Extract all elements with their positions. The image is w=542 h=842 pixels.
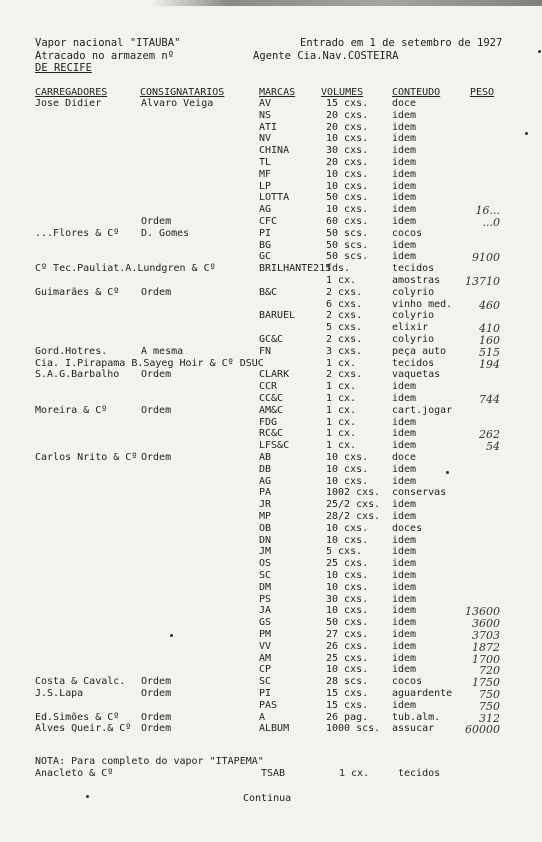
row-content: idem (392, 157, 417, 168)
table-row (0, 157, 542, 169)
row-volume: 15 cxs. (326, 688, 369, 699)
table-row (0, 700, 542, 712)
table-row (0, 263, 542, 275)
row-mark: LP (259, 180, 272, 192)
row-weight: 54 (486, 440, 500, 454)
table-row (0, 358, 542, 370)
row-content: amostras (392, 275, 441, 286)
row-mark: OB (259, 522, 272, 534)
row-mark: ALBUM (259, 723, 290, 735)
row-volume: 10 cxs. (326, 534, 369, 546)
table-row (0, 133, 542, 145)
row-consignee: A mesma (141, 345, 184, 357)
row-volume: 50 cxs. (326, 192, 369, 204)
row-mark: NS (259, 109, 272, 121)
row-content: idem (392, 204, 417, 216)
row-content: idem (392, 652, 417, 664)
row-mark: BRILHANTE215 (259, 263, 332, 275)
row-volume: 10 cxs. (326, 522, 369, 534)
row-mark: SC (259, 676, 272, 688)
table-row (0, 240, 542, 252)
row-shipper: Cº Tec.Pauliat.A.Lundgren & Cº (35, 263, 216, 275)
table-row (0, 582, 542, 594)
row-weight: 750 (479, 688, 500, 701)
row-content: idem (392, 475, 417, 487)
table-row (0, 122, 542, 134)
row-mark: CHINA (259, 145, 290, 157)
row-mark: LOTTA (259, 192, 290, 204)
row-content: cocos (392, 676, 423, 688)
scan-speck (170, 634, 173, 637)
table-row (0, 287, 542, 299)
row-content: peça auto (392, 345, 447, 357)
row-volume: 10 cxs. (326, 180, 369, 192)
col-header-marcas: MARCAS (259, 87, 296, 98)
row-consignee: Ordem (141, 369, 172, 381)
row-mark: BG (259, 239, 272, 251)
row-volume: 15 cxs. (326, 699, 369, 711)
row-content: aguardente (392, 688, 453, 699)
row-content: idem (392, 192, 417, 204)
row-shipper: Costa & Cavalc. (35, 676, 126, 688)
row-weight: 1872 (472, 640, 500, 654)
row-volume: fds. (326, 263, 351, 275)
table-row (0, 676, 542, 688)
row-content: idem (392, 629, 417, 640)
row-volume: 1 cx. (326, 381, 357, 393)
row-mark: JR (259, 499, 272, 511)
row-content: idem (392, 558, 417, 570)
row-volume: 26 pag. (326, 711, 369, 723)
row-volume: 50 cxs. (326, 617, 369, 629)
row-weight: 750 (479, 699, 500, 713)
row-consignee: Ordem (141, 676, 172, 688)
row-volume: 25/2 cxs. (326, 499, 381, 511)
arrival-date: Entrado em 1 de setembro de 1927 (300, 37, 503, 49)
row-weight: 194 (479, 357, 500, 371)
table-row (0, 558, 542, 570)
row-content: idem (392, 440, 417, 452)
row-content: idem (392, 664, 417, 676)
row-volume: 10 cxs. (326, 475, 369, 487)
table-row (0, 310, 542, 322)
row-content: idem (392, 121, 417, 133)
row-volume: 1 cx. (326, 393, 357, 404)
row-volume: 5 cxs. (326, 322, 363, 334)
row-shipper: Guimarães & Cº (35, 286, 120, 298)
scan-speck (86, 795, 89, 798)
row-mark: AV (259, 98, 272, 109)
row-content: idem (392, 640, 417, 652)
row-volume: 2 cxs. (326, 286, 363, 298)
table-row (0, 145, 542, 157)
col-header-volumes: VOLUMES (321, 87, 364, 98)
row-volume: 20 cxs. (326, 157, 369, 168)
table-row (0, 417, 542, 429)
row-volume: 1 cx. (326, 428, 357, 440)
row-mark: MF (259, 168, 272, 180)
row-mark: PS (259, 593, 272, 605)
row-content: conservas (392, 487, 447, 499)
row-content: colyrio (392, 334, 435, 345)
row-mark: A (259, 711, 266, 723)
row-shipper: ...Flores & Cº (35, 227, 120, 239)
row-mark: ATI (259, 121, 278, 133)
table-row (0, 381, 542, 393)
row-content: idem (392, 416, 417, 428)
row-consignee: Ordem (141, 452, 172, 463)
row-weight: 1700 (472, 652, 500, 666)
row-volume: 26 cxs. (326, 640, 369, 652)
table-row (0, 476, 542, 488)
row-volume: 25 cxs. (326, 652, 369, 664)
row-mark: GS (259, 617, 272, 629)
row-content: idem (392, 216, 417, 227)
row-mark: RC&C (259, 428, 284, 440)
ship-name: Vapor nacional "ITAUBA" (35, 37, 181, 49)
row-volume: 10 cxs. (326, 581, 369, 593)
row-content: idem (392, 133, 417, 145)
row-content: idem (392, 463, 417, 475)
row-volume: 25 cxs. (326, 558, 369, 570)
row-volume: 50 scs. (326, 239, 369, 251)
row-mark: TL (259, 157, 272, 168)
table-row (0, 464, 542, 476)
table-row (0, 641, 542, 653)
row-mark: B&C (259, 286, 278, 298)
row-weight: 60000 (465, 723, 500, 737)
table-row (0, 334, 542, 346)
row-mark: PI (259, 227, 272, 239)
row-volume: 28 scs. (326, 676, 369, 688)
table-row (0, 511, 542, 523)
row-volume: 3 cxs. (326, 345, 363, 357)
row-mark: AG (259, 475, 272, 487)
row-mark: CP (259, 664, 272, 676)
row-shipper: Ed.Simões & Cº (35, 711, 120, 723)
row-content: vinho med. (392, 298, 453, 310)
row-content: idem (392, 593, 417, 605)
row-consignee: Ordem (141, 711, 172, 723)
row-mark: JM (259, 546, 272, 558)
row-shipper: J.S.Lapa (35, 688, 84, 699)
row-volume: 2 cxs. (326, 334, 363, 345)
row-volume: 1 cx. (326, 275, 357, 286)
table-row (0, 629, 542, 641)
row-shipper: Moreira & Cº (35, 404, 108, 416)
row-content: idem (392, 381, 417, 393)
row-mark: BARUEL (259, 310, 296, 322)
table-row (0, 98, 542, 110)
row-volume: 10 cxs. (326, 463, 369, 475)
table-row (0, 204, 542, 216)
table-row (0, 440, 542, 452)
row-mark: CFC (259, 216, 278, 227)
row-volume: 20 cxs. (326, 121, 369, 133)
row-mark: PI (259, 688, 272, 699)
row-content: assucar (392, 723, 435, 735)
row-mark: NV (259, 133, 272, 145)
row-volume: 10 cxs. (326, 664, 369, 676)
row-shipper: Gord.Hotres. (35, 345, 108, 357)
row-volume: 30 cxs. (326, 593, 369, 605)
row-mark: JA (259, 605, 272, 617)
row-weight: 744 (479, 393, 500, 406)
row-consignee: Ordem (141, 286, 172, 298)
row-content: idem (392, 699, 417, 711)
row-weight: 13710 (465, 275, 500, 288)
row-mark: FN (259, 345, 272, 357)
row-volume: 1000 scs. (326, 723, 381, 735)
table-row (0, 251, 542, 263)
row-mark: AG (259, 204, 272, 216)
row-content: idem (392, 109, 417, 121)
row-weight: 460 (479, 298, 500, 312)
row-content: idem (392, 251, 417, 263)
table-row (0, 617, 542, 629)
col-header-peso: PESO (470, 87, 495, 98)
row-weight: 410 (479, 322, 500, 336)
row-volume: 1002 cxs. (326, 487, 381, 499)
row-mark: DB (259, 463, 272, 475)
table-row (0, 546, 542, 558)
nota-mark: TSAB (261, 768, 286, 779)
row-content: tecidos (392, 263, 435, 275)
table-row (0, 723, 542, 735)
table-row (0, 535, 542, 547)
row-content: idem (392, 534, 417, 546)
row-content: cocos (392, 227, 423, 239)
row-volume: 2 cxs. (326, 369, 363, 381)
nota-line: NOTA: Para completo do vapor "ITAPEMA" (35, 756, 264, 767)
table-row (0, 110, 542, 122)
row-consignee: D. Gomes (141, 227, 190, 239)
row-volume: 1 cx. (326, 404, 357, 416)
row-consignee: Ordem (141, 404, 172, 416)
row-weight: 1750 (472, 676, 500, 690)
table-row (0, 181, 542, 193)
table-row (0, 405, 542, 417)
col-header-conteudo: CONTEUDO (392, 87, 441, 98)
table-row (0, 570, 542, 582)
row-volume: 50 scs. (326, 227, 369, 239)
table-row (0, 228, 542, 240)
row-content: vaquetas (392, 369, 441, 381)
row-volume: 10 cxs. (326, 204, 369, 216)
row-volume: 50 scs. (326, 251, 369, 263)
row-mark: CC&C (259, 393, 284, 404)
row-mark: PA (259, 487, 272, 499)
table-row (0, 487, 542, 499)
row-weight: 515 (479, 345, 500, 359)
row-weight: 262 (479, 428, 500, 442)
row-content: colyrio (392, 286, 435, 298)
row-shipper: Cia. I.Pirapama B.Sayeg Hoir & Cº DSUC (35, 357, 264, 369)
row-mark: AM (259, 652, 272, 664)
table-row (0, 428, 542, 440)
row-consignee: Ordem (141, 216, 172, 227)
row-volume: 28/2 cxs. (326, 511, 381, 522)
row-mark: DM (259, 581, 272, 593)
row-mark: PM (259, 629, 272, 640)
origin-line: DE RECIFE (35, 62, 92, 74)
row-content: idem (392, 428, 417, 440)
row-weight: 160 (479, 334, 500, 347)
row-shipper: Carlos Nrito & Cº (35, 452, 138, 463)
row-weight: 3600 (472, 617, 500, 631)
table-row (0, 594, 542, 606)
row-content: idem (392, 511, 417, 522)
row-content: idem (392, 605, 417, 617)
agent-line: Agente Cia.Nav.COSTEIRA (253, 50, 399, 62)
row-mark: VV (259, 640, 272, 652)
table-row (0, 346, 542, 358)
table-row (0, 523, 542, 535)
table-row (0, 712, 542, 724)
row-consignee: Ordem (141, 688, 172, 699)
nota-volume: 1 cx. (339, 768, 370, 779)
row-content: doces (392, 522, 423, 534)
table-row (0, 169, 542, 181)
row-content: colyrio (392, 310, 435, 322)
row-content: tecidos (392, 357, 435, 369)
row-mark: OS (259, 558, 272, 570)
table-row (0, 322, 542, 334)
row-content: cart.jogar (392, 404, 453, 416)
row-mark: SC (259, 570, 272, 581)
row-content: idem (392, 145, 417, 157)
row-volume: 6 cxs. (326, 298, 363, 310)
row-weight: 16... (475, 204, 500, 218)
row-content: doce (392, 98, 417, 109)
row-volume: 5 cxs. (326, 546, 363, 558)
table-row (0, 369, 542, 381)
row-mark: CLARK (259, 369, 290, 381)
row-content: idem (392, 581, 417, 593)
row-content: idem (392, 570, 417, 581)
table-row (0, 653, 542, 665)
row-content: idem (392, 168, 417, 180)
row-consignee: Alvaro Veiga (141, 98, 214, 109)
row-volume: 1 cx. (326, 440, 357, 452)
row-mark: GC (259, 251, 272, 263)
table-row (0, 499, 542, 511)
row-mark: AM&C (259, 404, 284, 416)
row-content: idem (392, 499, 417, 511)
table-row (0, 688, 542, 700)
col-header-consignatarios: CONSIGNATARIOS (140, 87, 225, 98)
row-volume: 1 cx. (326, 357, 357, 369)
scan-edge (150, 0, 542, 6)
row-content: idem (392, 546, 417, 558)
row-shipper: S.A.G.Barbalho (35, 369, 120, 381)
warehouse-line: Atracado no armazem nº (35, 50, 175, 62)
table-row (0, 452, 542, 464)
row-mark: GC&C (259, 334, 284, 345)
row-volume: 10 cxs. (326, 168, 369, 180)
scan-speck (446, 471, 449, 474)
row-content: idem (392, 180, 417, 192)
table-row (0, 393, 542, 405)
col-header-carregadores: CARREGADORES (35, 87, 108, 98)
row-volume: 15 cxs. (326, 98, 369, 109)
row-mark: FDG (259, 416, 278, 428)
row-mark: MP (259, 511, 272, 522)
row-consignee: Ordem (141, 723, 172, 735)
scan-speck (525, 132, 528, 135)
row-content: idem (392, 617, 417, 629)
row-volume: 10 cxs. (326, 570, 369, 581)
row-volume: 1 cx. (326, 416, 357, 428)
row-volume: 10 cxs. (326, 452, 369, 463)
table-row (0, 216, 542, 228)
nota-content: tecidos (398, 768, 441, 779)
row-content: tub.alm. (392, 711, 441, 723)
row-mark: AB (259, 452, 272, 463)
row-shipper: Jose Didier (35, 98, 102, 109)
row-volume: 10 cxs. (326, 133, 369, 145)
row-content: idem (392, 239, 417, 251)
row-volume: 27 cxs. (326, 629, 369, 640)
row-weight: 13600 (465, 605, 500, 619)
row-volume: 2 cxs. (326, 310, 363, 322)
table-row (0, 299, 542, 311)
row-weight: ...0 (482, 216, 500, 229)
row-content: elixir (392, 322, 429, 334)
row-content: idem (392, 393, 417, 404)
row-mark: LFS&C (259, 440, 290, 452)
row-mark: CCR (259, 381, 278, 393)
scan-speck (538, 50, 541, 53)
row-volume: 60 cxs. (326, 216, 369, 227)
row-mark: DN (259, 534, 272, 546)
row-shipper: Alves Queir.& Cº (35, 723, 132, 735)
row-weight: 312 (479, 711, 500, 725)
row-volume: 10 cxs. (326, 605, 369, 617)
row-volume: 30 cxs. (326, 145, 369, 157)
row-volume: 20 cxs. (326, 109, 369, 121)
table-row (0, 605, 542, 617)
table-row (0, 192, 542, 204)
row-content: doce (392, 452, 417, 463)
row-weight: 720 (479, 664, 500, 678)
row-mark: PAS (259, 699, 278, 711)
row-weight: 3703 (472, 629, 500, 642)
nota-shipper: Anacleto & Cº (35, 768, 114, 779)
table-row (0, 664, 542, 676)
continua-label: Continua (243, 793, 292, 804)
row-weight: 9100 (472, 251, 500, 265)
table-row (0, 275, 542, 287)
